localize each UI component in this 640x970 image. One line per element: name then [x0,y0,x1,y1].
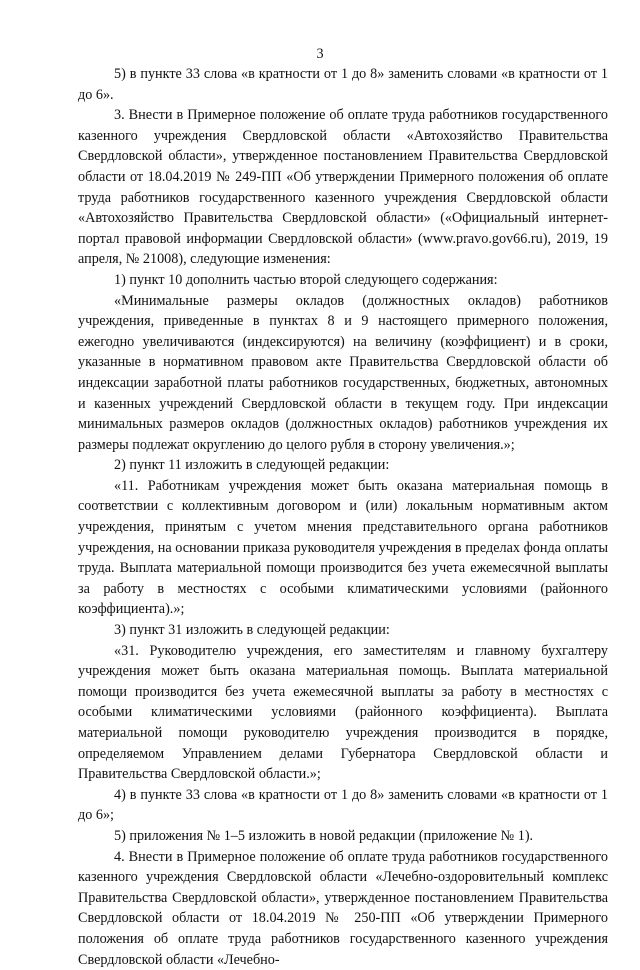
paragraph: 3. Внести в Примерное положение об оплате труда работников государственного казенного учреждения Свердловской области «Автохозяйство Правительства Свердловской области», утвержденное постановлением Правительства Свердловской области от 18.04.2019 № 249-ПП «Об утверждении Примерного положения об оплате труда работников государственного казенного учреждения Свердловской области «Автохозяйство Правительства Свердловской области» («Официальный интернет-портал правовой информации Свердловской области» (www.pravo.gov66.ru), 2019, 19 апреля, № 21008), следующие изменения: [78,107,608,268]
page-number: 3 [316,46,324,62]
paragraph: «11. Работникам учреждения может быть оказана материальная помощь в соответствии с коллективным договором и (или) локальным нормативным актом учреждения, принятым с учетом мнения представительного органа работников учреждения, на основании приказа руководителя учреждения в пределах фонда оплаты труда. Выплата материальной помощи производится без учета ежемесячной выплаты за работу в местностях с особыми климатическими условиями (районного коэффициента).»; [78,477,608,618]
paragraph: 4) в пункте 33 слова «в кратности от 1 до 8» заменить словами «в кратности от 1 до 6»; [78,786,608,824]
paragraph: 5) приложения № 1–5 изложить в новой редакции (приложение № 1). [114,827,534,844]
paragraph: 2) пункт 11 изложить в следующей редакции: [114,457,390,474]
paragraph: «31. Руководителю учреждения, его заместителям и главному бухгалтеру учреждения может быть оказана материальная помощь. Выплата материальной помощи производится без учета ежемесячной выплаты за работу в местностях с особыми климатическими условиями (районного коэффициента). Выплата материальной помощи руководителю учреждения производится в порядке, определяемом Управлением делами Губернатора Свердловской области и Правительства Свердловской области.»; [78,642,608,783]
paragraph: «Минимальные размеры окладов (должностных окладов) работников учреждения, приведенные в пунктах 8 и 9 настоящего примерного положения, ежегодно увеличиваются (индексируются) на величину (коэффициент) и в сроки, указанные в нормативном правовом акте Правительства Свердловской области об индексации заработной платы работников государственных, бюджетных, автономных и казенных учреждений Свердловской области в текущем году. При индексации минимальных размеров окладов (должностных окладов) работников учреждения их размеры подлежат округлению до целого рубля в сторону увеличения.»; [78,292,608,453]
document-body [78,64,608,970]
paragraph: 3) пункт 31 изложить в следующей редакции: [114,622,390,639]
paragraph: 1) пункт 10 дополнить частью второй следующего содержания: [114,271,498,288]
paragraph: 5) в пункте 33 слова «в кратности от 1 до 8» заменить словами «в кратности от 1 до 6». [78,66,608,103]
paragraph: 4. Внести в Примерное положение об оплате труда работников государственного казенного учреждения Свердловской области «Лечебно-оздоровительный комплекс Правительства Свердловской области», утвержденное постановлением Правительства Свердловской области от 18.04.2019 № 250-ПП «Об утверждении Примерного положения об оплате труда работников государственного казенного учреждения Свердловской области «Лечебно- [78,848,608,968]
